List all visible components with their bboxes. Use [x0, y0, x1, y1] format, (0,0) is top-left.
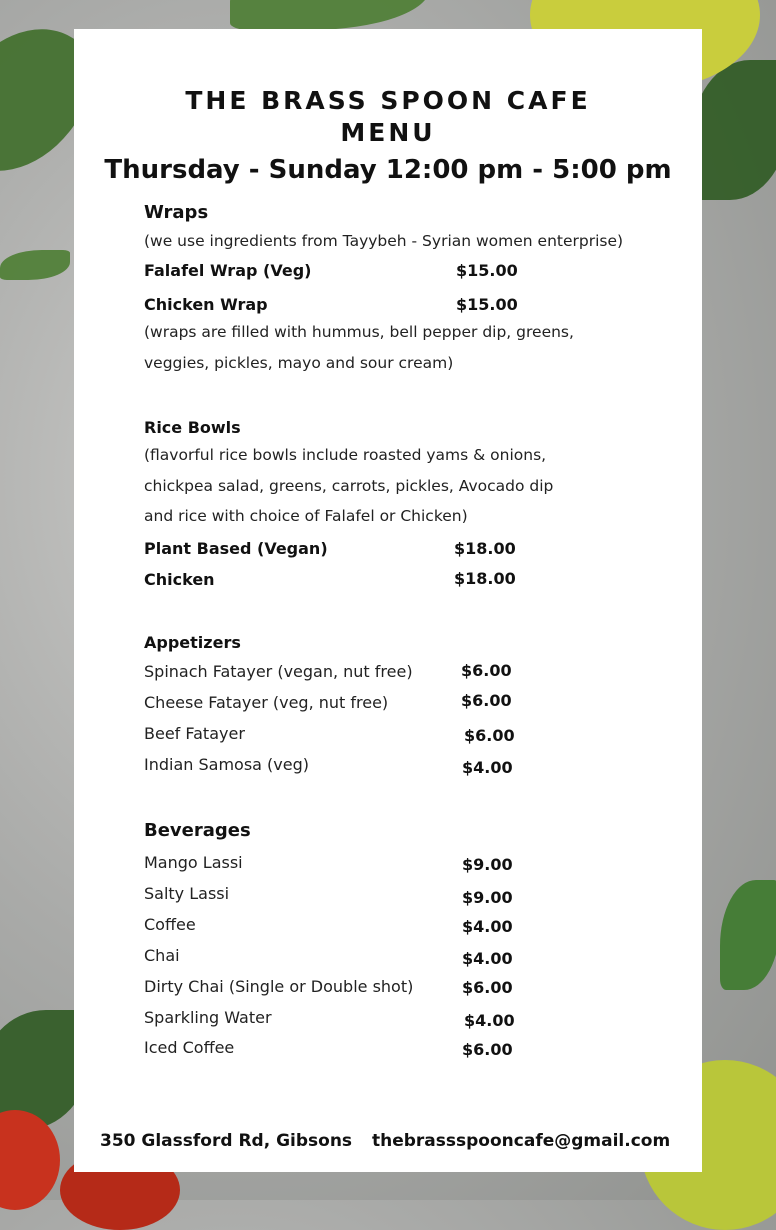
menu-item-price: $15.00 — [456, 295, 518, 314]
menu-item-name: Cheese Fatayer (veg, nut free) — [144, 693, 389, 712]
menu-item-price: $4.00 — [462, 917, 513, 936]
menu-item-price: $4.00 — [462, 758, 513, 777]
section-note: veggies, pickles, mayo and sour cream) — [144, 354, 454, 372]
background-leaf — [720, 880, 776, 990]
background-leaf — [230, 0, 430, 30]
menu-item-price: $6.00 — [461, 661, 512, 680]
menu-title: MENU — [340, 118, 436, 147]
background-leaf — [0, 250, 70, 280]
menu-card — [74, 29, 702, 1172]
menu-item-name: Iced Coffee — [144, 1038, 235, 1057]
section-note: and rice with choice of Falafel or Chicken) — [144, 507, 468, 525]
menu-item-name: Chicken Wrap — [144, 295, 268, 314]
section-heading: Appetizers — [144, 633, 241, 652]
menu-item-price: $4.00 — [464, 1011, 515, 1030]
menu-item-price: $18.00 — [454, 569, 516, 588]
background-leaf — [690, 60, 776, 200]
menu-item-name: Spinach Fatayer (vegan, nut free) — [144, 662, 413, 681]
menu-item-name: Indian Samosa (veg) — [144, 755, 310, 774]
menu-item-name: Chicken — [144, 570, 215, 589]
section-note: (wraps are filled with hummus, bell pepper dip, greens, — [144, 323, 574, 341]
background-tomato — [0, 1110, 60, 1210]
menu-item-price: $18.00 — [454, 539, 516, 558]
section-note: (flavorful rice bowls include roasted yams & onions, — [144, 446, 547, 464]
footer-email: thebrassspooncafe@gmail.com — [372, 1131, 671, 1151]
menu-item-name: Plant Based (Vegan) — [144, 539, 328, 558]
section-heading: Beverages — [144, 820, 251, 841]
menu-item-price: $6.00 — [464, 726, 515, 745]
footer-address: 350 Glassford Rd, Gibsons — [100, 1131, 353, 1151]
section-note: (we use ingredients from Tayybeh - Syrian women enterprise) — [144, 232, 624, 250]
menu-item-name: Falafel Wrap (Veg) — [144, 261, 312, 280]
opening-hours: Thursday - Sunday 12:00 pm - 5:00 pm — [104, 155, 672, 185]
menu-item-price: $4.00 — [462, 949, 513, 968]
menu-item-name: Beef Fatayer — [144, 724, 245, 743]
cafe-name: THE BRASS SPOON CAFE — [185, 86, 591, 115]
menu-item-name: Salty Lassi — [144, 884, 230, 903]
menu-item-price: $6.00 — [462, 978, 513, 997]
menu-item-price: $6.00 — [462, 1040, 513, 1059]
section-note: chickpea salad, greens, carrots, pickles, Avocado dip — [144, 477, 554, 495]
menu-item-price: $15.00 — [456, 261, 518, 280]
menu-item-name: Chai — [144, 946, 180, 965]
menu-item-price: $9.00 — [462, 855, 513, 874]
menu-item-name: Sparkling Water — [144, 1008, 272, 1027]
menu-item-name: Dirty Chai (Single or Double shot) — [144, 977, 414, 996]
section-heading: Wraps — [144, 202, 209, 223]
menu-item-price: $9.00 — [462, 888, 513, 907]
menu-item-name: Coffee — [144, 915, 196, 934]
menu-item-name: Mango Lassi — [144, 853, 243, 872]
section-heading: Rice Bowls — [144, 418, 241, 437]
menu-item-price: $6.00 — [461, 691, 512, 710]
